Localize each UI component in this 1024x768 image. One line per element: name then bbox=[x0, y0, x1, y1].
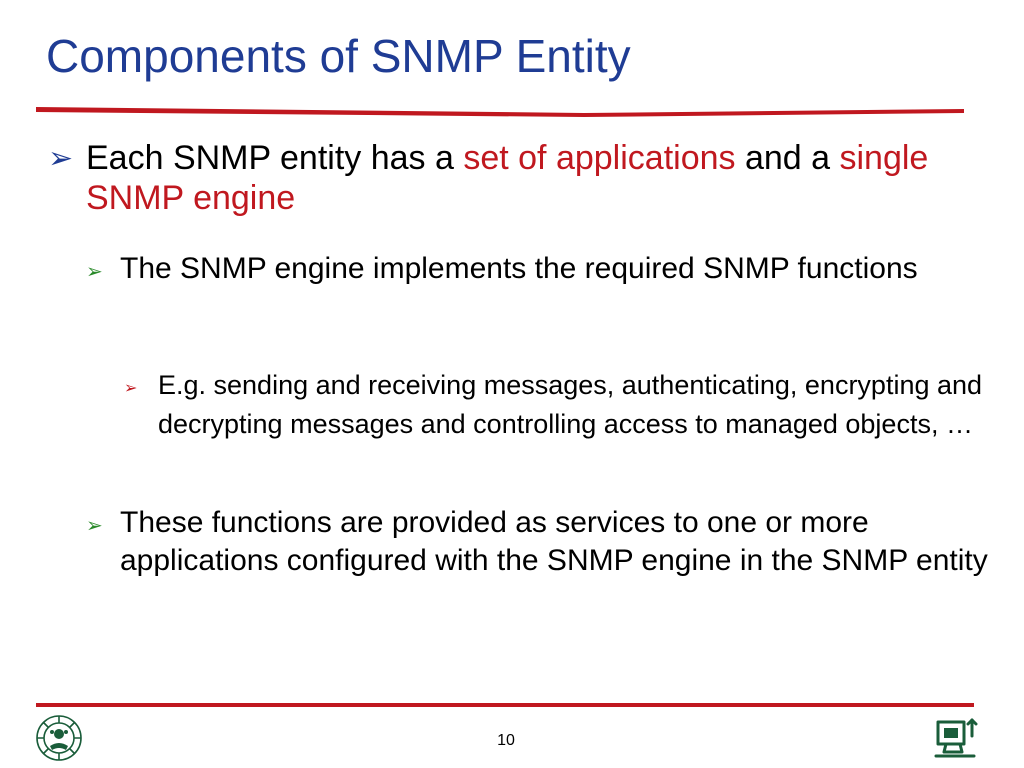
footer-rule bbox=[36, 702, 974, 708]
bullet-text-part: and a bbox=[735, 139, 840, 177]
arrow-bullet-icon: ➢ bbox=[86, 515, 103, 537]
slide-title: Components of SNMP Entity bbox=[46, 30, 631, 82]
computer-engineering-logo-icon bbox=[932, 714, 978, 764]
bullet-level3 bbox=[124, 366, 1024, 444]
highlight-set-of-applications: set of applications bbox=[463, 139, 736, 177]
bullet-text: E.g. sending and receiving messages, authenticating, encrypting and decrypting messages and controlling access to managed objects, … bbox=[158, 370, 983, 439]
title-underline bbox=[36, 105, 964, 119]
bullet-level2 bbox=[86, 250, 1016, 288]
arrow-bullet-icon: ➢ bbox=[48, 142, 74, 175]
arrow-bullet-icon: ➢ bbox=[86, 261, 103, 283]
arrow-bullet-icon: ➢ bbox=[124, 380, 138, 397]
bullet-text: These functions are provided as services to one or more applications configured with the SNMP engine in the SNMP entity bbox=[120, 506, 988, 577]
bullet-text-part: Each SNMP entity has a bbox=[86, 139, 464, 177]
highlight-single-snmp-engine: single SNMP engine bbox=[86, 139, 929, 217]
bullet-level2 bbox=[86, 504, 1016, 580]
bullet-text bbox=[86, 138, 978, 218]
page-number: 10 bbox=[497, 732, 515, 749]
bullet-text: The SNMP engine implements the required SNMP functions bbox=[120, 252, 918, 285]
bullet-level1 bbox=[48, 138, 978, 218]
university-emblem-icon bbox=[30, 712, 88, 764]
